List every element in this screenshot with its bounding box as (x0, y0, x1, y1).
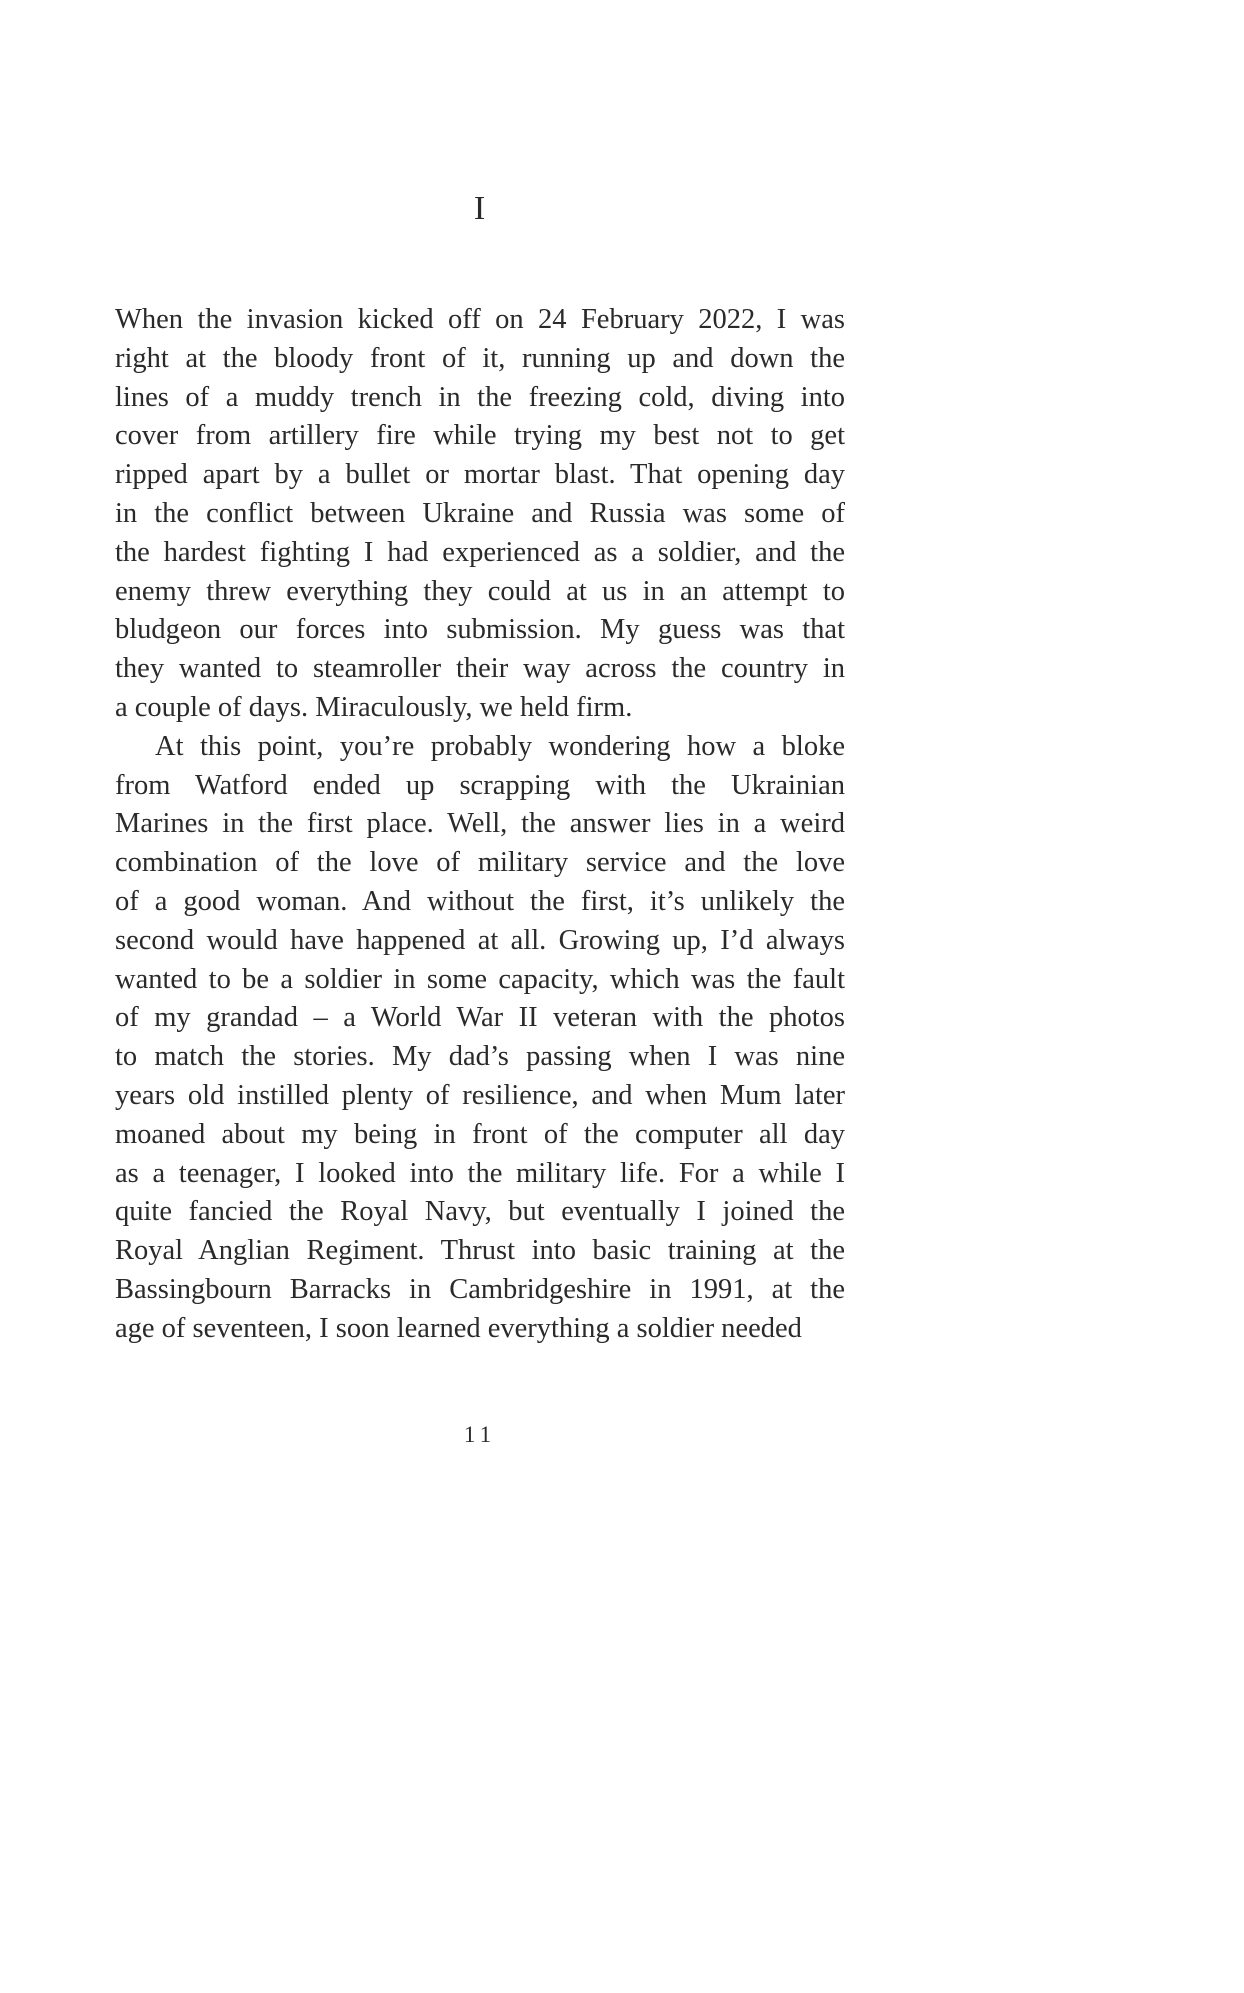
text-line: moaned about my being in front of the computer all day (115, 1118, 845, 1150)
text-line: bludgeon our forces into submission. My guess was that (115, 614, 845, 646)
text-line: a couple of days. Miraculously, we held firm. (115, 691, 633, 723)
text-line: When the invasion kicked off on 24 February 2022, I was (115, 304, 845, 335)
text-line: cover from artillery fire while trying my best not to get (115, 420, 845, 452)
text-line: as a teenager, I looked into the military life. For a while I (115, 1157, 845, 1189)
text-line: enemy threw everything they could at us in an attempt to (115, 575, 845, 607)
text-block (115, 301, 845, 1349)
text-line: of a good woman. And without the first, it’s unlikely the (115, 885, 845, 917)
text-line: in the conflict between Ukraine and Russia was some of (115, 497, 845, 529)
text-line: second would have happened at all. Growing up, I’d always (115, 924, 845, 956)
text-line: wanted to be a soldier in some capacity, which was the fault (115, 963, 845, 995)
text-line: they wanted to steamroller their way across the country in (115, 653, 845, 685)
text-line: Marines in the first place. Well, the answer lies in a weird (115, 808, 845, 840)
text-line: Royal Anglian Regiment. Thrust into basic training at the (115, 1235, 845, 1267)
text-line: the hardest fighting I had experienced as a soldier, and the (115, 536, 845, 568)
paragraph-2 (115, 728, 845, 1349)
text-line: ripped apart by a bullet or mortar blast. That opening day (115, 459, 845, 491)
text-line: At this point, you’re probably wondering how a bloke (155, 730, 845, 762)
text-line: quite fancied the Royal Navy, but eventually I joined the (115, 1196, 845, 1228)
text-line: right at the bloody front of it, running up and down the (115, 342, 845, 374)
text-line: from Watford ended up scrapping with the Ukrainian (115, 769, 845, 801)
text-line: combination of the love of military service and the love (115, 847, 845, 879)
text-line: Bassingbourn Barracks in Cambridgeshire in 1991, at the (115, 1273, 845, 1305)
text-line: years old instilled plenty of resilience, and when Mum later (115, 1079, 845, 1111)
text-line: to match the stories. My dad’s passing when I was nine (115, 1041, 845, 1073)
paragraph-1 (115, 301, 845, 728)
text-line: age of seventeen, I soon learned everything a soldier needed (115, 1312, 802, 1344)
chapter-heading: I (473, 190, 487, 227)
page-number: 11 (463, 1422, 497, 1447)
text-line: of my grandad – a World War II veteran with the photos (115, 1002, 845, 1034)
text-line: lines of a muddy trench in the freezing cold, diving into (115, 381, 845, 413)
